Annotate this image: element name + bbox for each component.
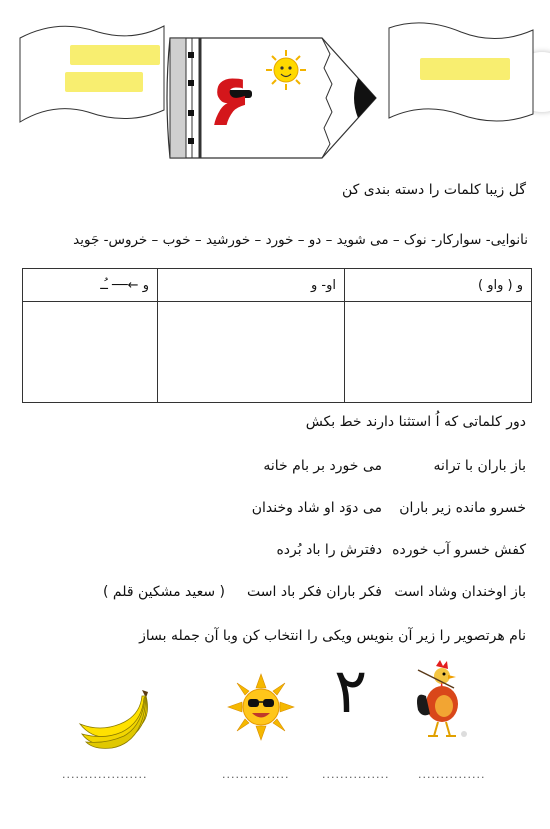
name-highlight — [420, 58, 510, 80]
name-highlight — [70, 45, 160, 65]
pencil-drawing — [162, 32, 382, 164]
poem-line: باز باران با ترانه — [433, 458, 526, 474]
table-cell[interactable] — [158, 302, 345, 403]
rooster-picture — [412, 660, 474, 740]
poem-line: می دوَد او شاد وخندان — [251, 500, 382, 516]
table-cell[interactable] — [345, 302, 532, 403]
poem-line: باز اوخندان وشاد است — [394, 584, 526, 600]
instruction-name-pictures: نام هرتصویر را زیر آن بنویس ویکی را انتخاب کن وبا آن جمله بساز — [139, 628, 526, 644]
table-header: او- و — [158, 269, 345, 302]
categorize-table — [22, 268, 532, 403]
poem-line: کفش خسرو آب خورده — [392, 542, 526, 558]
table-header: و ( واو ) — [345, 269, 532, 302]
two-digit-picture: ۲ — [334, 654, 368, 727]
instruction-circle-words: دور کلماتی که اُ استثنا دارند خط بکش — [305, 414, 526, 430]
answer-blank[interactable]: ............... — [222, 768, 290, 781]
answer-blank[interactable]: ............... — [322, 768, 390, 781]
answer-blank[interactable]: ................... — [62, 768, 148, 781]
poet-credit: ( سعید مشکین قلم ) — [102, 584, 225, 600]
poem-line: دفترش را باد بُرده — [276, 542, 382, 558]
table-header: و ←── ـُـ — [23, 269, 158, 302]
sun-picture — [226, 672, 296, 742]
word-list: نانوایی- سوارکار- نوک – می شوید – دو – خورد – خورشید – خوب – خروس- جَوید — [73, 232, 528, 248]
pencil-digit: ۶ — [208, 58, 252, 142]
poem-line: خسرو مانده زیر باران — [399, 500, 526, 516]
banana-picture — [76, 688, 156, 750]
page-title: گل زیبا کلمات را دسته بندی کن — [341, 182, 526, 198]
name-highlight — [65, 72, 143, 92]
poem-line: فکر باران فکر باد است — [247, 584, 382, 600]
table-cell[interactable] — [23, 302, 158, 403]
poem-line: می خورد بر بام خانه — [263, 458, 382, 474]
answer-blank[interactable]: ............... — [418, 768, 486, 781]
